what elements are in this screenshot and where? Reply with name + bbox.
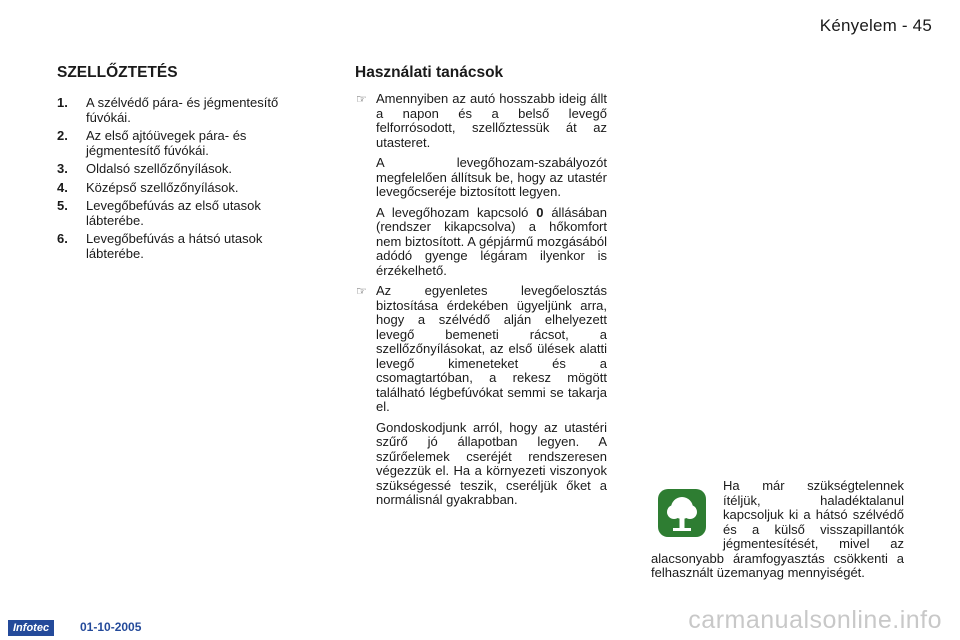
list-item [57,181,307,196]
tip-paragraph: A levegőhozam-szabályozót megfelelően állítsuk be, hogy az utastér levegőcseréje biztosított legyen. [376,155,607,199]
watermark: carmanualsonline.info [688,606,942,634]
item-number: 1. [57,95,68,110]
item-number: 3. [57,161,68,176]
item-text: Levegőbefúvás az első utasok lábterébe. [86,198,261,228]
item-text: Középső szellőzőnyílások. [86,179,239,195]
eco-tip-text: Ha már szükségtelennek ítéljük, haladéktalanul kapcsoljuk ki a hátsó szélvédő és a külső visszapillantók jégmentesítését, mivel az alacsonyabb áramfogyasztás csökkenti a felhasznált üzemanyag mennyiségét. [651,478,904,580]
item-text: Az első ajtóüvegek pára- és jégmentesítő fúvókái. [86,128,247,158]
list-item [57,199,307,228]
tip-paragraph: Az egyenletes levegőelosztás biztosítása érdekében ügyeljünk arra, hogy a szélvédő alján elhelyezett levegő bemeneti rácsot, a szellőzőnyílásokat, az első ülések alatti levegő kimeneteket és a csomagtartóban, a rekesz mögött található légbefúvókat semmi se takarja el. [376,283,607,414]
list-item [57,96,307,125]
pointing-hand-icon: ☞ [356,284,367,298]
tips-title: Használati tanácsok [355,64,504,81]
item-text: A szélvédő pára- és jégmentesítő fúvókái. [86,95,279,125]
tip-paragraph [376,206,607,279]
tree-icon [657,488,707,538]
page-title: Kényelem - 45 [819,16,932,35]
tip-item [355,284,607,508]
list-item [57,162,307,177]
list-item [57,232,307,261]
ventilation-section [57,64,307,265]
pointing-hand-icon: ☞ [356,92,367,106]
ventilation-list [57,96,307,261]
item-number: 6. [57,231,68,246]
switch-position-zero: 0 [536,204,544,220]
tip-text: A levegőhozam kapcsoló [376,204,529,220]
footer-date: 01-10-2005 [80,620,142,634]
section-title: SZELLŐZTETÉS [57,64,178,81]
item-text: Oldalsó szellőzőnyílások. [86,161,232,176]
tip-text: állásában (rendszer kikapcsolva) a hőkomfort nem biztosított. A gépjármű mozgásából adódó gyenge légáram ilyenkor is érzékelhető. [376,204,607,278]
tips-list [355,92,607,508]
eco-tip-box [651,479,904,581]
item-text: Levegőbefúvás a hátsó utasok lábterébe. [86,231,263,261]
infotec-logo: Infotec [8,620,54,636]
tip-paragraph: Gondoskodjunk arról, hogy az utastéri szűrő jó állapotban legyen. A szűrőelemek cseréjét rendszeresen végezzük el. Ha a környezeti viszonyok szükségessé teszik, cseréljük őket a normálisnál gyakrabban. [376,419,607,507]
tip-item [355,92,607,278]
tip-paragraph: Amennyiben az autó hosszabb ideig állt a napon és a belső levegő felforrósodott, szellőztessük át az utasteret. [376,91,607,150]
list-item [57,129,307,158]
item-number: 5. [57,198,68,213]
usage-tips-section [355,64,607,514]
item-number: 4. [57,179,68,195]
item-number: 2. [57,128,68,143]
